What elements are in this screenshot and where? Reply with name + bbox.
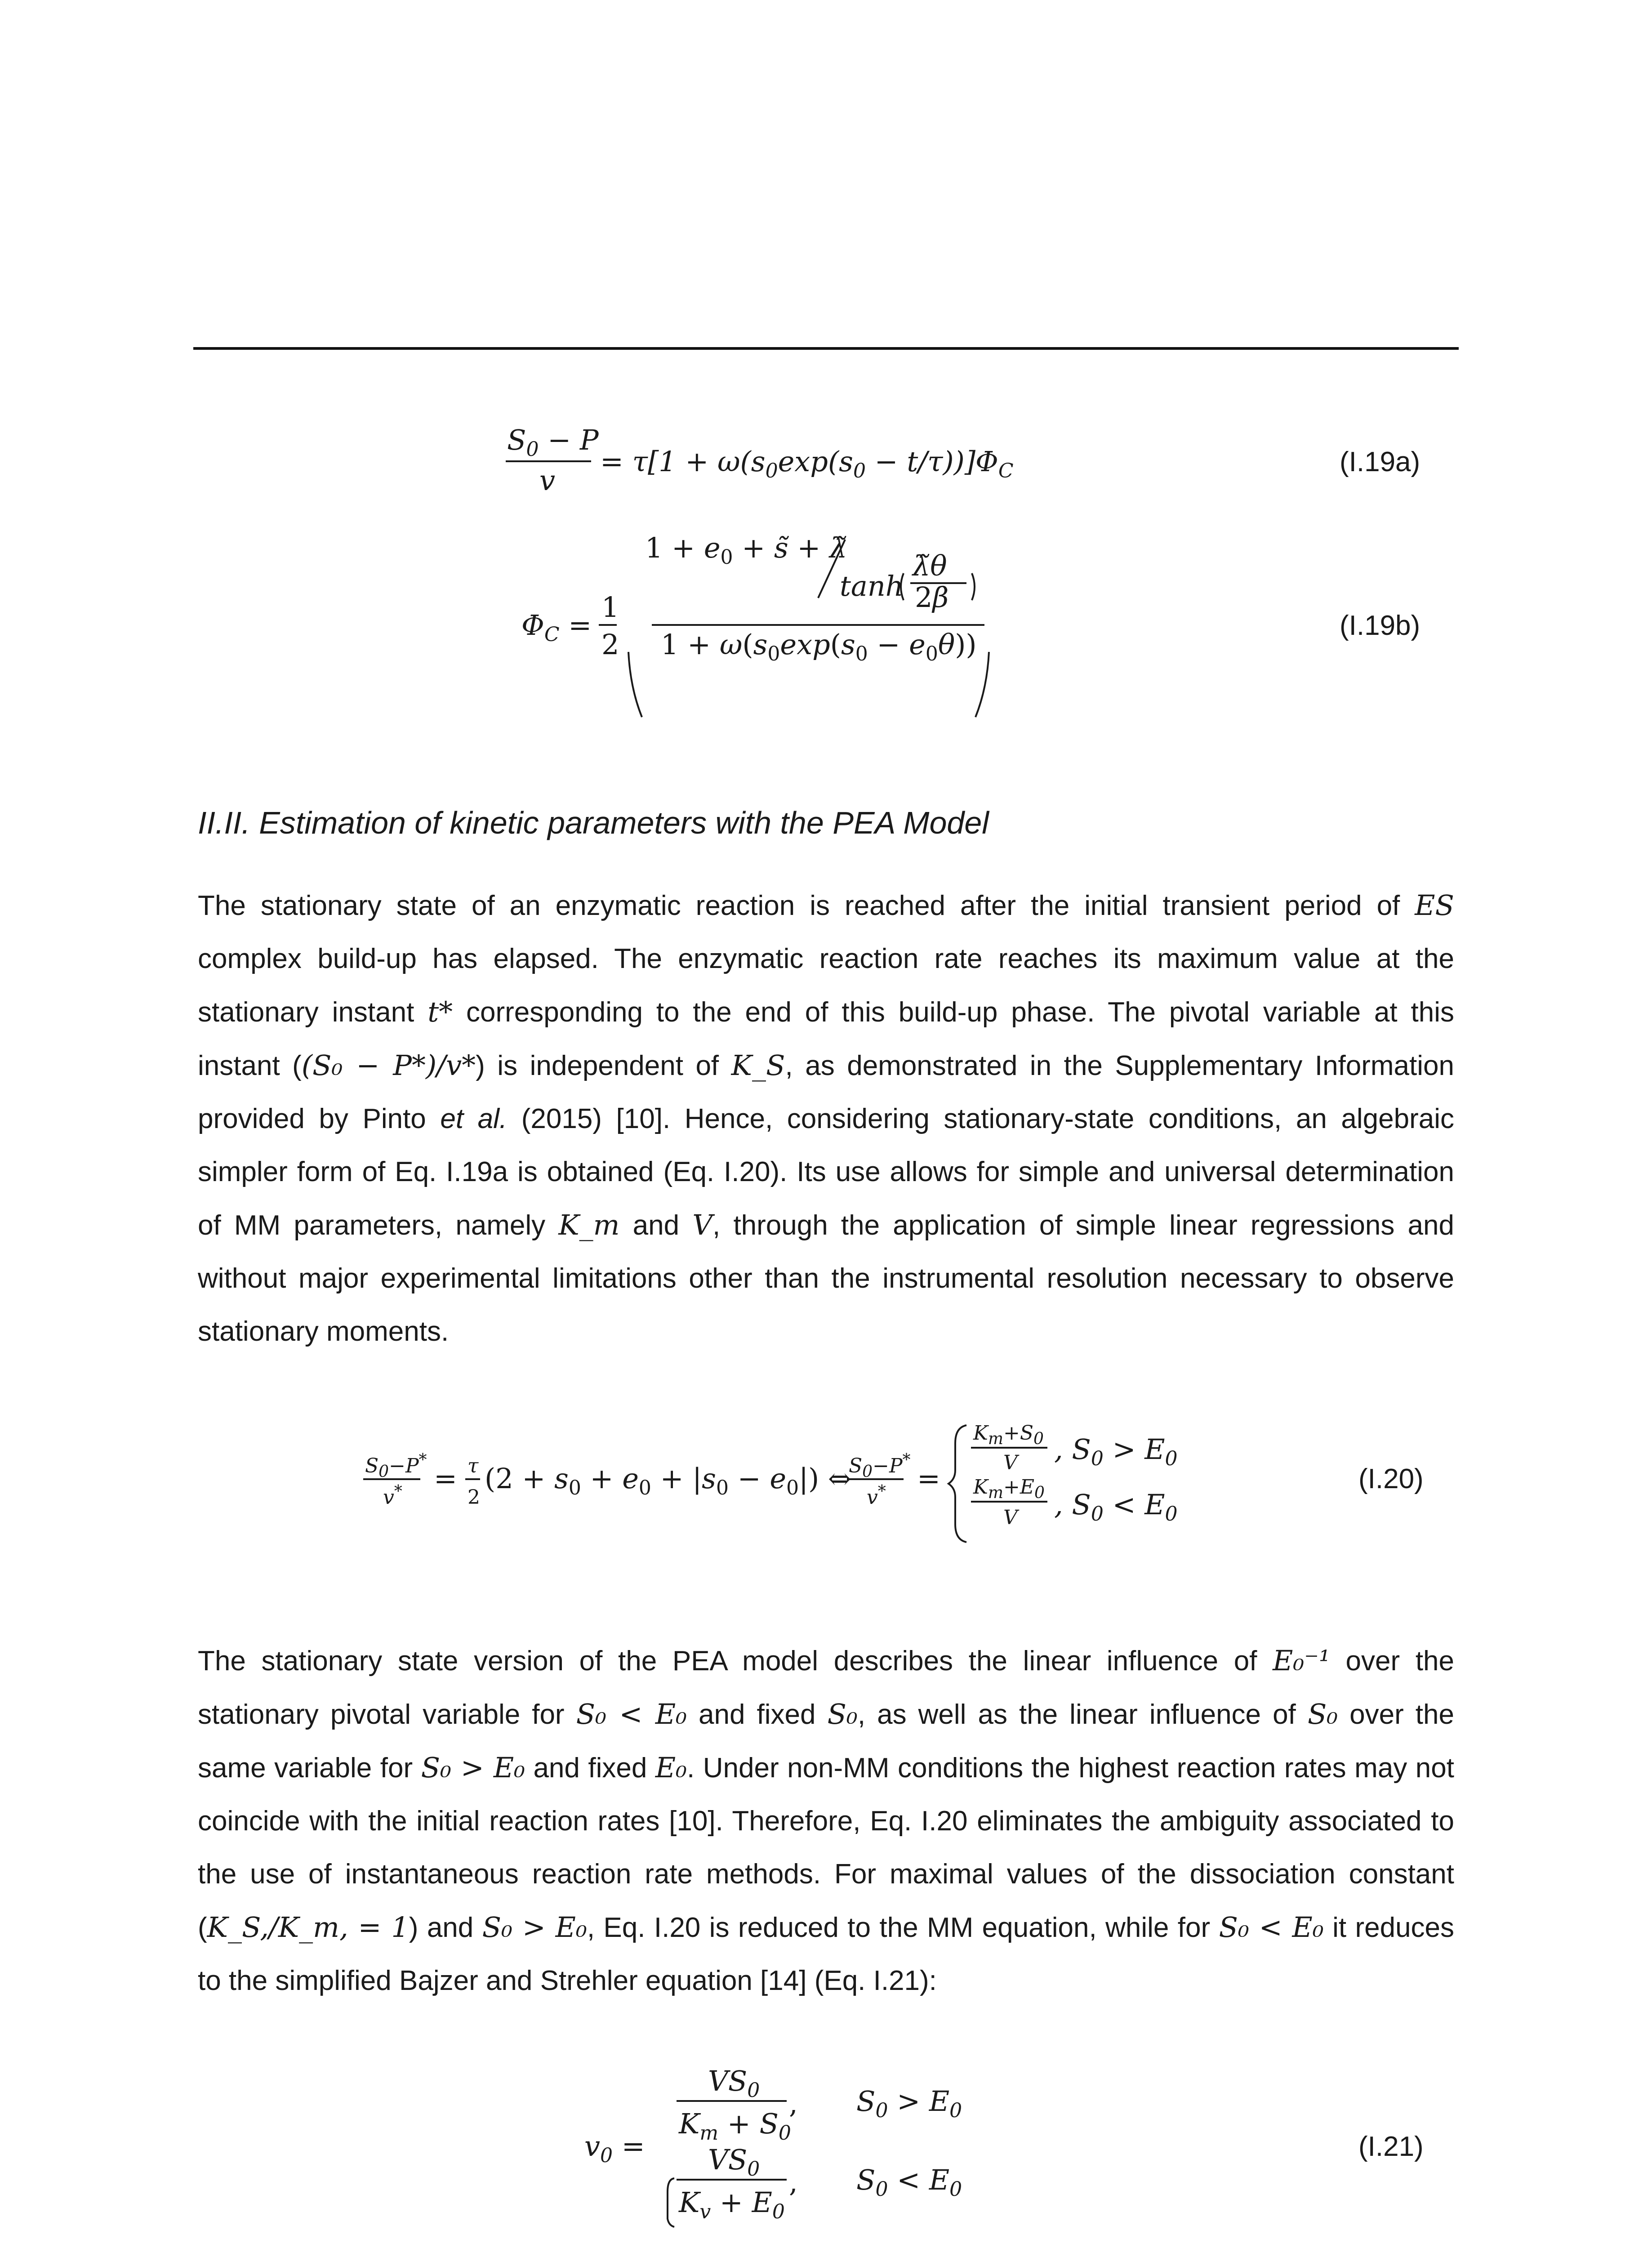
svg-text:τ: τ — [468, 1454, 479, 1477]
svg-text:=: = — [917, 1462, 940, 1495]
svg-text:Km + S0: $K_m + S_0$ — [679, 2107, 791, 2145]
header-rule — [193, 347, 1459, 350]
svg-text:v0 =: $v_0$ = — [584, 2130, 645, 2167]
svg-text:Kv + E0: $K_v + E_0$ — [679, 2186, 785, 2223]
svg-text:2: 2 — [468, 1486, 480, 1509]
section-title: II.II. Estimation of kinetic parameters with the PEA Model — [198, 805, 989, 840]
equation-i19b — [0, 517, 1652, 733]
svg-text:S0 − P: $S_0 - P$ — [507, 424, 599, 461]
paragraph-2: The stationary state version of the PEA model describes the linear influence of E₀⁻¹ over the stationary pivotal variable for S₀ < E₀ and fixed S₀, as well as the linear influence of S₀ over the same variable for S₀ > E₀ and fixed E₀. Under non-MM conditions the highest reaction rates may not coincide with the initial reaction rates [10]. Therefore, Eq. I.20 eliminates the ambiguity associated to the use of instantaneous reaction rate methods. For maximal values of the dissociation constant (K_S,/K_m, = 1) and S₀ > E₀, Eq. I.20 is reduced to the MM equation, while for S₀ < E₀ it reduces to the simplified Bajzer and Strehler equation [14] (Eq. I.21): — [198, 1644, 1455, 1996]
svg-text:1: 1 — [601, 591, 619, 624]
svg-text:S0−P*: $S_0-P^*$ — [849, 1451, 911, 1481]
svg-text:Km+S0: $K_m+S_0$ — [973, 1422, 1044, 1448]
svg-text:Km+E0: $K_m+E_0$ — [973, 1476, 1045, 1502]
svg-text:v*: v* — [867, 1482, 886, 1509]
svg-text:1 + e0 + s̃ + λ̃: $1 + e_0$ + s̃ + λ̃ — [645, 531, 847, 569]
svg-text:VS0: $VS_0$ — [708, 2065, 760, 2102]
svg-text:ΦC =: $\Phi_C$ = — [521, 609, 592, 646]
paragraph-1: The stationary state of an enzymatic reaction is reached after the initial transient period of ES complex build-up has elapsed. The enzymatic reaction rate reaches its maximum value at the stationary instant t* corresponding to the end of this build-up phase. The pivotal variable at this instant ((S₀ − P*)/v*) is independent of K_S, as demonstrated in the Supplementary Information provided by Pinto et al. (2015) [10]. Hence, considering stationary-state conditions, an algebraic simpler form of Eq. I.19a is obtained (Eq. I.20). Its use allows for simple and universal determination of MM parameters, namely K_m and V, through the application of simple linear regressions and without major experimental limitations other than the instrumental resolution necessary to observe stationary moments. — [198, 889, 1455, 1347]
svg-text:λ̃θ: λ̃θ — [913, 549, 947, 582]
svg-text:,: , — [789, 2087, 798, 2120]
svg-text:=: = — [434, 1462, 457, 1495]
equation-number: (I.19b) — [1340, 610, 1420, 641]
svg-text:VS0: $VS_0$ — [708, 2143, 760, 2181]
equation-number: (I.21) — [1358, 2131, 1424, 2162]
svg-text:S0 < E0: $S_0 < E_0$ — [856, 2163, 962, 2201]
svg-text:(2 + s0 + e0 + |s0 − e0|) ⇔: $(2 + s_0 + e_0 + |s_0 - e_0|)$ ⇔ — [485, 1462, 851, 1499]
svg-text:V: V — [1003, 1506, 1018, 1529]
svg-text:, S0 < E0: , $S_0 < E_0$ — [1054, 1488, 1178, 1525]
equation-i20 — [0, 1416, 1652, 1551]
svg-text:, S0 > E0: , $S_0 > E_0$ — [1054, 1433, 1178, 1470]
svg-text:= τ[1 + ω(s0exp(s0 − t/τ))]ΦC: = $\tau[1 + \omega(s_0\exp(s_0 - t/\tau))]\Phi_C$ — [600, 445, 1014, 482]
equation-i21 — [0, 2057, 1652, 2237]
svg-text:S0−P*: $S_0-P^*$ — [365, 1451, 427, 1481]
svg-text:v: v — [539, 464, 556, 497]
svg-text:V: V — [1003, 1451, 1018, 1474]
equation-number: (I.20) — [1358, 1463, 1424, 1494]
svg-text:S0 > E0: $S_0 > E_0$ — [856, 2085, 962, 2122]
equation-i19a — [0, 418, 1652, 508]
equation-number: (I.19a) — [1340, 446, 1420, 477]
svg-text:2β: 2β — [915, 581, 949, 614]
svg-text:tanh: tanh — [840, 570, 904, 602]
svg-text:2: 2 — [601, 628, 619, 661]
svg-text:1 + ω(s0exp(s0 − e0θ)): $1 + \omega(s_0\exp(s_0 - e_0\theta))$ — [661, 628, 977, 665]
svg-text:,: , — [789, 2166, 798, 2199]
svg-text:v*: v* — [383, 1482, 402, 1509]
